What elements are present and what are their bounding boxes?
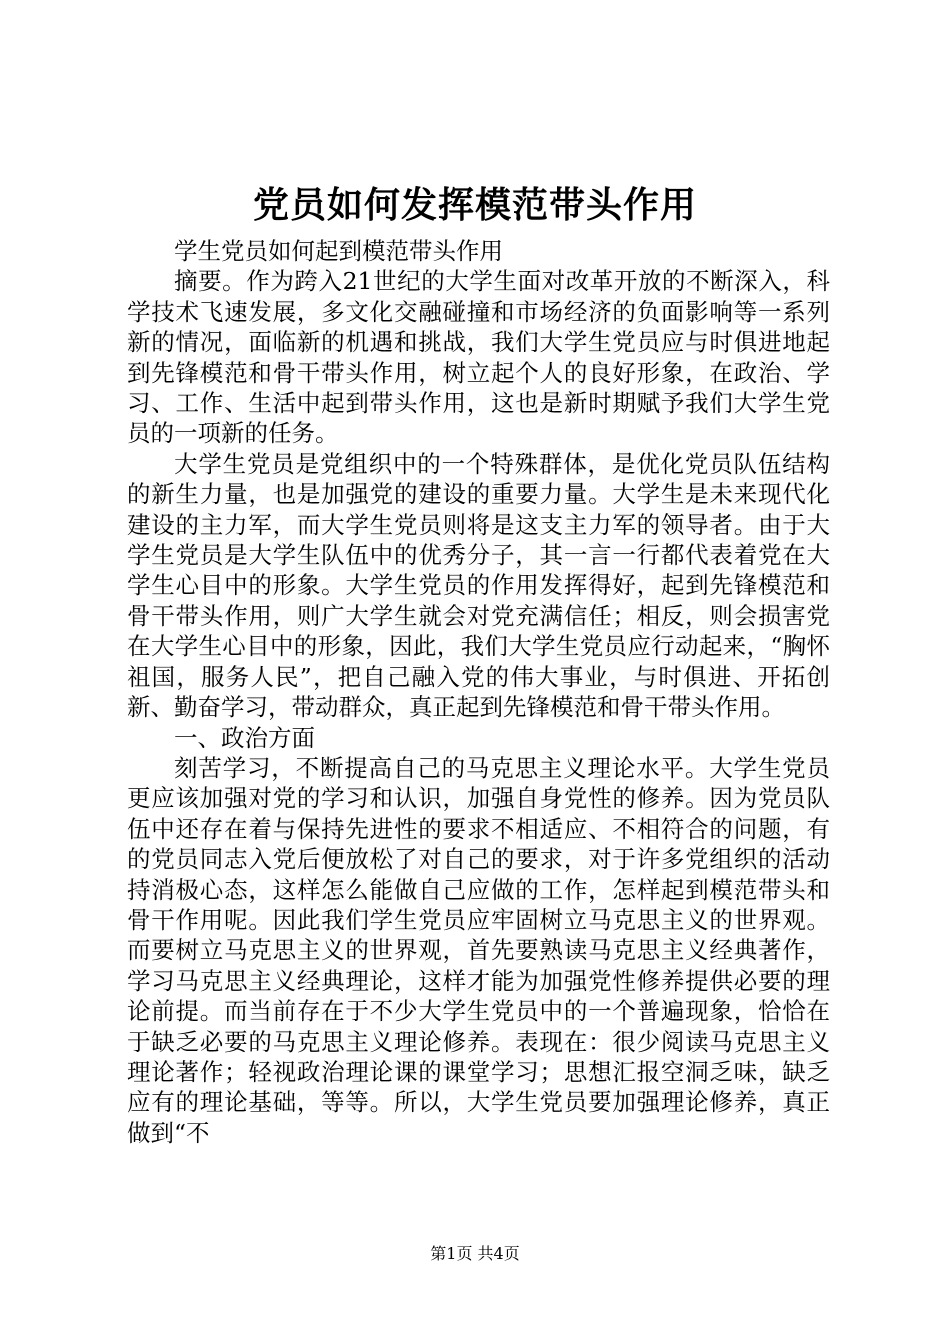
section-heading: 一、政治方面 — [174, 723, 315, 752]
subtitle-paragraph: 学生党员如何起到模范带头作用 — [174, 237, 503, 265]
body-paragraph: 刻苦学习，不断提高自己的马克思主义理论水平。大学生党员更应该加强对党的学习和认识，加强自身党性的修养。因为党员队伍中还存在着与保持先进性的要求不相适应、不相符合的问题，有的党员同志入党后便放松了对自己的要求，对于许多党组织的活动持消极心态，这样怎么能做自己应做的工作，怎样起到模范带头和骨干作用呢。因此我们学生党员应牢固树立马克思主义的世界观。而要树立马克思主义的世界观，首先要熟读马克思主义经典著作，学习马克思主义经典理论，这样才能为加强党性修养提供必要的理论前提。而当前存在于不少大学生党员中的一个普遍现象，恰恰在于缺乏必要的马克思主义理论修养。表现在：很少阅读马克思主义理论著作；轻视政治理论课的课堂学习；思想汇报空洞乏味，缺乏应有的理论基础，等等。所以，大学生党员要加强理论修养，真正做到“不 — [127, 753, 830, 1147]
page-title: 党员如何发挥模范带头作用 — [252, 184, 697, 226]
document-body — [127, 236, 830, 1148]
abstract-paragraph: 摘要。作为跨入21世纪的大学生面对改革开放的不断深入，科学技术飞速发展，多文化交融碰撞和市场经济的负面影响等一系列新的情况，面临新的机遇和挑战，我们大学生党员应与时俱进地起到先锋模范和骨干带头作用，树立起个人的良好形象，在政治、学习、工作、生活中起到带头作用，这也是新时期赋予我们大学生党员的一项新的任务。 — [127, 267, 830, 448]
body-paragraph: 大学生党员是党组织中的一个特殊群体，是优化党员队伍结构的新生力量，也是加强党的建设的重要力量。大学生是未来现代化建设的主力军，而大学生党员则将是这支主力军的领导者。由于大学生党员是大学生队伍中的优秀分子，其一言一行都代表着党在大学生心目中的形象。大学生党员的作用发挥得好，起到先锋模范和骨干带头作用，则广大学生就会对党充满信任；相反，则会损害党在大学生心目中的形象，因此，我们大学生党员应行动起来，“胸怀祖国，服务人民”，把自己融入党的伟大事业，与时俱进、开拓创新、勤奋学习，带动群众，真正起到先锋模范和骨干带头作用。 — [127, 449, 830, 722]
page-number-footer: 第1页 共4页 — [430, 1244, 520, 1263]
